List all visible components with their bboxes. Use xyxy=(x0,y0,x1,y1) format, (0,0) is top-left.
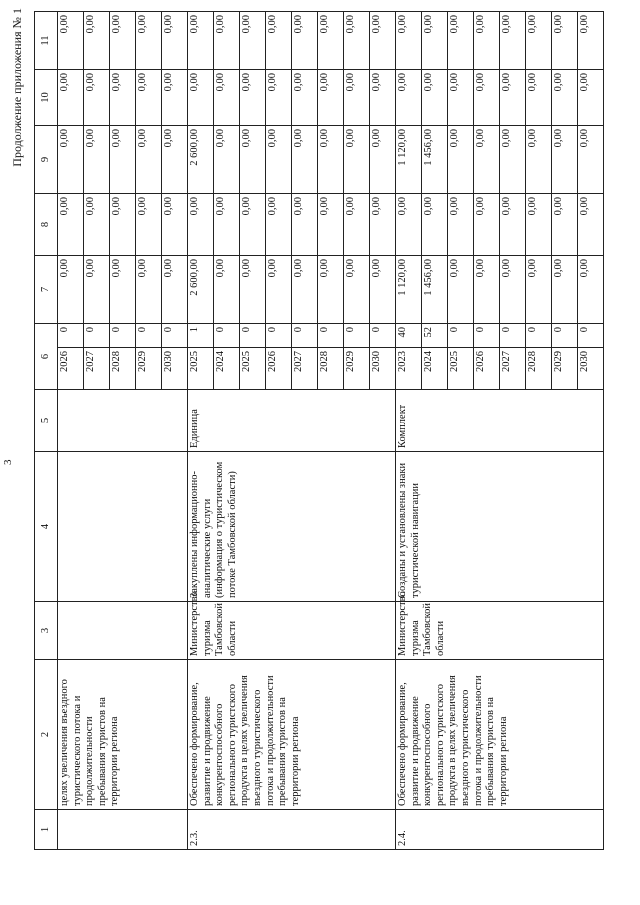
header-cell: 5 xyxy=(35,390,58,452)
goal-cell: Обеспечено формирование, развитие и продвижение конкурентоспособного регионального туристского продукта в целях увеличения въездного туристического потока и продолжительности пребывания туристов на территории региона xyxy=(188,660,396,810)
year-cell: 2029 xyxy=(136,348,162,390)
value-col-9: 0,00 xyxy=(318,126,344,194)
header-cell: 10 xyxy=(35,70,58,126)
header-row xyxy=(35,12,58,850)
year-cell: 2027 xyxy=(500,348,526,390)
value-col-8: 0,00 xyxy=(162,194,188,256)
value-col-7: 0,00 xyxy=(136,256,162,324)
value-col-7: 0,00 xyxy=(344,256,370,324)
header-cell: 3 xyxy=(35,602,58,660)
value-col-8: 0,00 xyxy=(422,194,448,256)
count-cell: 0 xyxy=(318,324,344,348)
value-col-8: 0,00 xyxy=(500,194,526,256)
count-cell: 0 xyxy=(552,324,578,348)
table-row xyxy=(396,12,422,850)
row-index: 2.3. xyxy=(188,810,396,850)
value-col-9: 0,00 xyxy=(448,126,474,194)
count-cell: 0 xyxy=(578,324,604,348)
value-col-8: 0,00 xyxy=(240,194,266,256)
count-cell: 0 xyxy=(344,324,370,348)
count-cell: 0 xyxy=(240,324,266,348)
value-col-9: 0,00 xyxy=(136,126,162,194)
value-col-10: 0,00 xyxy=(214,70,240,126)
header-cell: 7 xyxy=(35,256,58,324)
value-col-11: 0,00 xyxy=(344,12,370,70)
value-col-7: 1 120,00 xyxy=(396,256,422,324)
value-col-10: 0,00 xyxy=(162,70,188,126)
value-col-8: 0,00 xyxy=(84,194,110,256)
count-cell: 52 xyxy=(422,324,448,348)
value-col-10: 0,00 xyxy=(474,70,500,126)
count-cell: 0 xyxy=(162,324,188,348)
value-col-10: 0,00 xyxy=(136,70,162,126)
value-col-8: 0,00 xyxy=(396,194,422,256)
value-col-9: 2 600,00 xyxy=(188,126,214,194)
value-col-9: 0,00 xyxy=(292,126,318,194)
value-col-8: 0,00 xyxy=(292,194,318,256)
value-col-8: 0,00 xyxy=(552,194,578,256)
value-col-11: 0,00 xyxy=(240,12,266,70)
executor-cell xyxy=(58,602,188,660)
value-col-8: 0,00 xyxy=(344,194,370,256)
value-col-10: 0,00 xyxy=(448,70,474,126)
value-col-7: 0,00 xyxy=(500,256,526,324)
value-col-10: 0,00 xyxy=(552,70,578,126)
header-cell: 6 xyxy=(35,324,58,390)
count-cell: 0 xyxy=(214,324,240,348)
value-col-9: 0,00 xyxy=(552,126,578,194)
header-cell: 1 xyxy=(35,810,58,850)
page-number: 3 xyxy=(2,459,14,465)
value-col-11: 0,00 xyxy=(422,12,448,70)
result-cell: Созданы и установлены знаки туристической навигации xyxy=(396,452,604,602)
value-col-7: 0,00 xyxy=(266,256,292,324)
year-cell: 2030 xyxy=(578,348,604,390)
value-col-8: 0,00 xyxy=(214,194,240,256)
value-col-9: 1 456,00 xyxy=(422,126,448,194)
year-cell: 2030 xyxy=(370,348,396,390)
value-col-10: 0,00 xyxy=(188,70,214,126)
value-col-9: 0,00 xyxy=(214,126,240,194)
value-col-10: 0,00 xyxy=(318,70,344,126)
value-col-10: 0,00 xyxy=(266,70,292,126)
value-col-8: 0,00 xyxy=(526,194,552,256)
header-cell: 8 xyxy=(35,194,58,256)
table-body xyxy=(58,12,604,850)
count-cell: 0 xyxy=(370,324,396,348)
header-cell: 2 xyxy=(35,660,58,810)
value-col-7: 2 600,00 xyxy=(188,256,214,324)
value-col-11: 0,00 xyxy=(110,12,136,70)
appendix-label: Продолжение приложения № 1 xyxy=(10,8,24,167)
row-index xyxy=(58,810,188,850)
value-col-10: 0,00 xyxy=(292,70,318,126)
count-cell: 1 xyxy=(188,324,214,348)
count-cell: 0 xyxy=(84,324,110,348)
value-col-8: 0,00 xyxy=(58,194,84,256)
value-col-11: 0,00 xyxy=(84,12,110,70)
value-col-8: 0,00 xyxy=(578,194,604,256)
value-col-9: 0,00 xyxy=(474,126,500,194)
unit-cell: Комплект xyxy=(396,390,604,452)
value-col-9: 0,00 xyxy=(370,126,396,194)
value-col-9: 0,00 xyxy=(162,126,188,194)
year-cell: 2025 xyxy=(448,348,474,390)
year-cell: 2028 xyxy=(526,348,552,390)
unit-cell: Единица xyxy=(188,390,396,452)
year-cell: 2023 xyxy=(396,348,422,390)
value-col-9: 0,00 xyxy=(500,126,526,194)
value-col-11: 0,00 xyxy=(448,12,474,70)
year-cell: 2027 xyxy=(84,348,110,390)
value-col-7: 1 456,00 xyxy=(422,256,448,324)
year-cell: 2025 xyxy=(188,348,214,390)
row-index: 2.4. xyxy=(396,810,604,850)
value-col-7: 0,00 xyxy=(214,256,240,324)
year-cell: 2027 xyxy=(292,348,318,390)
value-col-7: 0,00 xyxy=(370,256,396,324)
header-cell: 4 xyxy=(35,452,58,602)
count-cell: 0 xyxy=(526,324,552,348)
count-cell: 0 xyxy=(266,324,292,348)
goal-cell: Обеспечено формирование, развитие и продвижение конкурентоспособного регионального туристского продукта в целях увеличения въездного туристического потока и продолжительности пребывания туристов на территории региона xyxy=(396,660,604,810)
value-col-11: 0,00 xyxy=(162,12,188,70)
value-col-7: 0,00 xyxy=(526,256,552,324)
count-cell: 0 xyxy=(500,324,526,348)
count-cell: 0 xyxy=(110,324,136,348)
count-cell: 0 xyxy=(58,324,84,348)
count-cell: 0 xyxy=(292,324,318,348)
year-cell: 2028 xyxy=(110,348,136,390)
value-col-8: 0,00 xyxy=(136,194,162,256)
value-col-8: 0,00 xyxy=(266,194,292,256)
value-col-7: 0,00 xyxy=(58,256,84,324)
result-cell xyxy=(58,452,188,602)
count-cell: 0 xyxy=(136,324,162,348)
value-col-7: 0,00 xyxy=(240,256,266,324)
value-col-8: 0,00 xyxy=(110,194,136,256)
header-cell: 11 xyxy=(35,12,58,70)
year-cell: 2029 xyxy=(552,348,578,390)
value-col-10: 0,00 xyxy=(370,70,396,126)
goal-cell: целях увеличения въездного туристического потока и продолжительности пребывания туристов на территории региона xyxy=(58,660,188,810)
unit-cell xyxy=(58,390,188,452)
value-col-10: 0,00 xyxy=(110,70,136,126)
value-col-11: 0,00 xyxy=(526,12,552,70)
result-cell: Закуплены информационно-аналитические услуги (информация о туристическом потоке Тамбовской области) xyxy=(188,452,396,602)
value-col-10: 0,00 xyxy=(396,70,422,126)
value-col-9: 0,00 xyxy=(578,126,604,194)
value-col-7: 0,00 xyxy=(110,256,136,324)
value-col-9: 0,00 xyxy=(266,126,292,194)
value-col-11: 0,00 xyxy=(318,12,344,70)
value-col-7: 0,00 xyxy=(474,256,500,324)
value-col-11: 0,00 xyxy=(578,12,604,70)
value-col-11: 0,00 xyxy=(396,12,422,70)
value-col-8: 0,00 xyxy=(188,194,214,256)
value-col-11: 0,00 xyxy=(188,12,214,70)
value-col-10: 0,00 xyxy=(526,70,552,126)
value-col-7: 0,00 xyxy=(318,256,344,324)
executor-cell: Министерство туризма Тамбовской области xyxy=(188,602,396,660)
value-col-10: 0,00 xyxy=(500,70,526,126)
value-col-7: 0,00 xyxy=(162,256,188,324)
value-col-10: 0,00 xyxy=(84,70,110,126)
year-cell: 2024 xyxy=(214,348,240,390)
year-cell: 2026 xyxy=(474,348,500,390)
value-col-8: 0,00 xyxy=(448,194,474,256)
value-col-8: 0,00 xyxy=(474,194,500,256)
table-row xyxy=(188,12,214,850)
value-col-10: 0,00 xyxy=(578,70,604,126)
program-table xyxy=(34,11,604,850)
value-col-11: 0,00 xyxy=(552,12,578,70)
year-cell: 2028 xyxy=(318,348,344,390)
value-col-8: 0,00 xyxy=(370,194,396,256)
year-cell: 2030 xyxy=(162,348,188,390)
value-col-11: 0,00 xyxy=(58,12,84,70)
value-col-7: 0,00 xyxy=(552,256,578,324)
executor-cell: Министерство туризма Тамбовской области xyxy=(396,602,604,660)
value-col-9: 0,00 xyxy=(240,126,266,194)
value-col-10: 0,00 xyxy=(344,70,370,126)
header-cell: 9 xyxy=(35,126,58,194)
value-col-9: 0,00 xyxy=(110,126,136,194)
value-col-9: 0,00 xyxy=(58,126,84,194)
value-col-10: 0,00 xyxy=(240,70,266,126)
value-col-11: 0,00 xyxy=(292,12,318,70)
value-col-9: 0,00 xyxy=(84,126,110,194)
table-row xyxy=(58,12,84,850)
value-col-7: 0,00 xyxy=(448,256,474,324)
value-col-8: 0,00 xyxy=(318,194,344,256)
value-col-7: 0,00 xyxy=(578,256,604,324)
value-col-11: 0,00 xyxy=(474,12,500,70)
value-col-9: 0,00 xyxy=(344,126,370,194)
value-col-7: 0,00 xyxy=(84,256,110,324)
year-cell: 2026 xyxy=(266,348,292,390)
value-col-11: 0,00 xyxy=(500,12,526,70)
year-cell: 2025 xyxy=(240,348,266,390)
year-cell: 2024 xyxy=(422,348,448,390)
value-col-10: 0,00 xyxy=(422,70,448,126)
count-cell: 40 xyxy=(396,324,422,348)
value-col-7: 0,00 xyxy=(292,256,318,324)
count-cell: 0 xyxy=(448,324,474,348)
value-col-11: 0,00 xyxy=(370,12,396,70)
value-col-10: 0,00 xyxy=(58,70,84,126)
year-cell: 2029 xyxy=(344,348,370,390)
count-cell: 0 xyxy=(474,324,500,348)
value-col-11: 0,00 xyxy=(136,12,162,70)
value-col-9: 0,00 xyxy=(526,126,552,194)
value-col-11: 0,00 xyxy=(266,12,292,70)
year-cell: 2026 xyxy=(58,348,84,390)
value-col-11: 0,00 xyxy=(214,12,240,70)
value-col-9: 1 120,00 xyxy=(396,126,422,194)
